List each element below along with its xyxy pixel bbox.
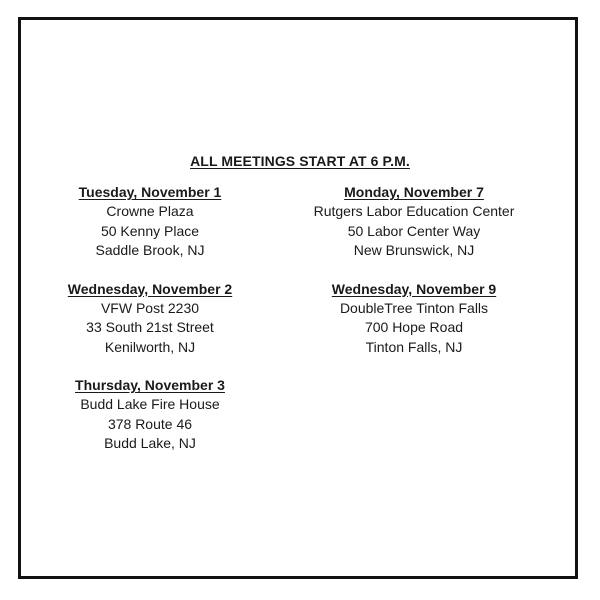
meeting-date: Monday, November 7 [344, 184, 484, 200]
meeting-city: Budd Lake, NJ [104, 435, 196, 451]
meeting-city: Saddle Brook, NJ [95, 242, 205, 258]
meeting-venue: VFW Post 2230 [100, 299, 200, 316]
meeting-city: New Brunswick, NJ [353, 242, 475, 258]
meeting-city: Tinton Falls, NJ [365, 338, 463, 355]
meeting-date: Tuesday, November 1 [78, 184, 222, 200]
meeting-street: 50 Labor Center Way [347, 222, 481, 239]
meeting-venue: Rutgers Labor Education Center [313, 203, 515, 219]
meeting-city: Kenilworth, NJ [104, 338, 196, 355]
meeting-venue: DoubleTree Tinton Falls [339, 299, 489, 316]
meeting-entry [40, 376, 260, 454]
meeting-street: 50 Kenny Place [100, 222, 200, 239]
meeting-entry [296, 280, 532, 358]
meeting-street: 33 South 21st Street [86, 319, 214, 335]
meetings-column-right [296, 183, 532, 376]
meeting-date: Wednesday, November 9 [331, 280, 497, 297]
meeting-entry [296, 183, 532, 261]
meeting-date: Wednesday, November 2 [67, 280, 233, 297]
meeting-street: 700 Hope Road [364, 319, 464, 335]
meetings-column-left [40, 183, 260, 473]
meeting-venue: Crowne Plaza [106, 203, 194, 219]
meeting-entry [40, 183, 260, 261]
meeting-street: 378 Route 46 [107, 415, 193, 432]
meeting-venue: Budd Lake Fire House [80, 396, 220, 412]
meetings-heading: ALL MEETINGS START AT 6 P.M. [190, 153, 410, 169]
meeting-date: Thursday, November 3 [75, 377, 225, 393]
meeting-entry [40, 280, 260, 358]
